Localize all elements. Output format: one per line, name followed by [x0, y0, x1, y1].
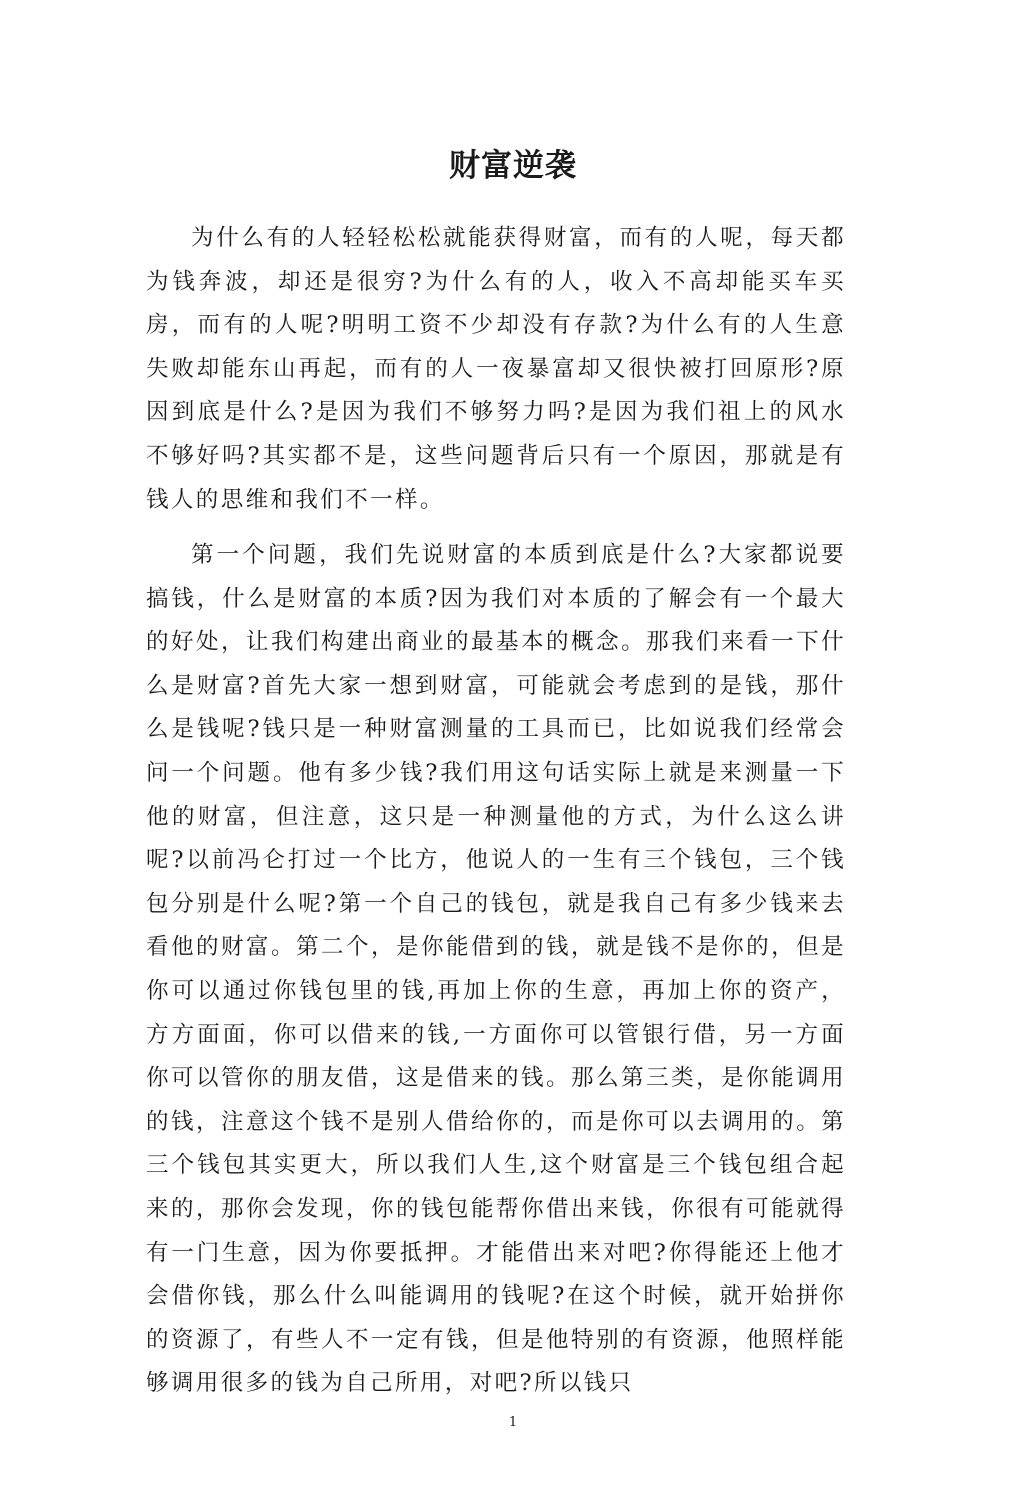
page-number: 1: [508, 1415, 518, 1430]
document-title: 财富逆袭: [449, 148, 577, 184]
paragraph-wealth-essence: 第一个问题，我们先说财富的本质到底是什么?大家都说要搞钱，什么是财富的本质?因为我们对本质的了解会有一个最大的好处，让我们构建出商业的最基本的概念。那我们来看一下什么是财富?首先大家一想到财富，可能就会考虑到的是钱，那什么是钱呢?钱只是一种财富测量的工具而已，比如说我们经常会问一个问题。他有多少钱?我们用这句话实际上就是来测量一下他的财富，但注意，这只是一种测量他的方式，为什么这么讲呢?以前冯仑打过一个比方，他说人的一生有三个钱包，三个钱包分别是什么呢?第一个自己的钱包，就是我自己有多少钱来去看他的财富。第二个，是你能借到的钱，就是钱不是你的，但是你可以通过你钱包里的钱,再加上你的生意，再加上你的资产，方方面面，你可以借来的钱,一方面你可以管银行借，另一方面你可以管你的朋友借，这是借来的钱。那么第三类，是你能调用的钱，注意这个钱不是别人借给你的，而是你可以去调用的。第三个钱包其实更大，所以我们人生,这个财富是三个钱包组合起来的，那你会发现，你的钱包能帮你借出来钱，你很有可能就得有一门生意，因为你要抵押。才能借出来对吧?你得能还上他才会借你钱，那么什么叫能调用的钱呢?在这个时候，就开始拼你的资源了，有些人不一定有钱，但是他特别的有资源，他照样能够调用很多的钱为自己所用，对吧?所以钱只: [146, 542, 846, 1397]
paragraph-intro: 为什么有的人轻轻松松就能获得财富，而有的人呢，每天都为钱奔波，却还是很穷?为什么有的人，收入不高却能买车买房，而有的人呢?明明工资不少却没有存款?为什么有的人生意失败却能东山再起，而有的人一夜暴富却又很快被打回原形?原因到底是什么?是因为我们不够努力吗?是因为我们祖上的风水不够好吗?其实都不是，这些问题背后只有一个原因，那就是有钱人的思维和我们不一样。: [146, 225, 846, 513]
